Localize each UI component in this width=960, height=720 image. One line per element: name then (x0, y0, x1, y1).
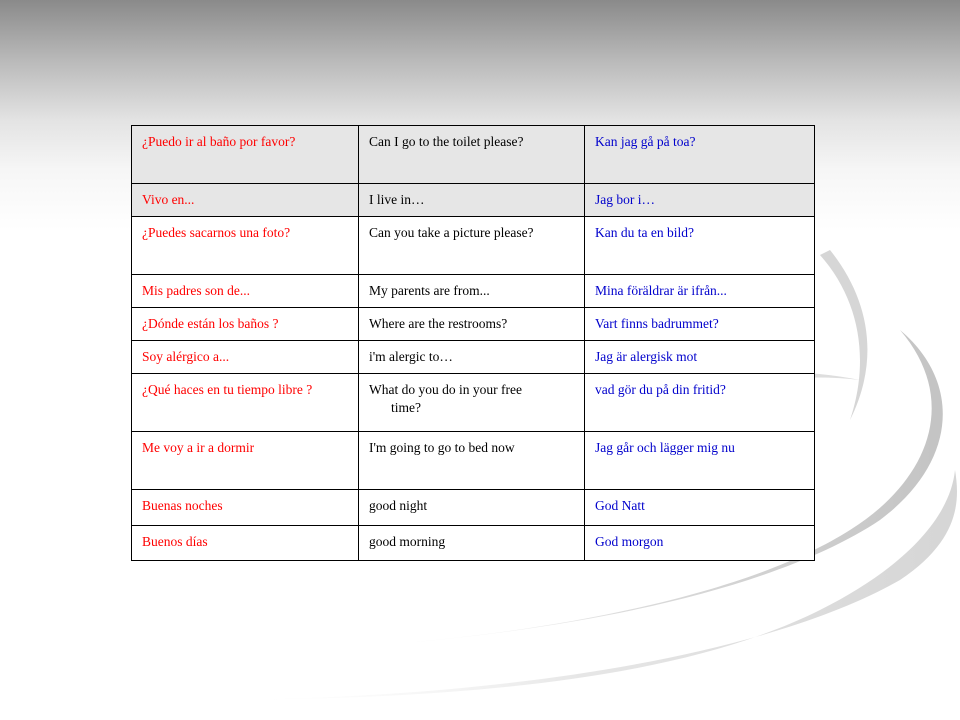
table-row (132, 490, 815, 526)
spanish-cell: Buenos días (132, 526, 359, 561)
spanish-cell: Buenas noches (132, 490, 359, 526)
english-cell: Can you take a picture please? (359, 217, 585, 275)
spanish-cell: Vivo en... (132, 184, 359, 217)
swedish-cell: Jag är alergisk mot (585, 341, 815, 374)
english-cell: Can I go to the toilet please? (359, 126, 585, 184)
table-row (132, 184, 815, 217)
swedish-cell: God morgon (585, 526, 815, 561)
table-row (132, 275, 815, 308)
swedish-cell: Mina föräldrar är ifrån... (585, 275, 815, 308)
english-cell: good morning (359, 526, 585, 561)
swedish-cell: Jag går och lägger mig nu (585, 432, 815, 490)
spanish-cell: Mis padres son de... (132, 275, 359, 308)
spanish-cell: Me voy a ir a dormir (132, 432, 359, 490)
table-row (132, 526, 815, 561)
swedish-cell: Kan jag gå på toa? (585, 126, 815, 184)
swedish-cell: God Natt (585, 490, 815, 526)
english-line-2: time? (391, 400, 421, 415)
english-cell: I'm going to go to bed now (359, 432, 585, 490)
phrase-translation-table (131, 125, 815, 561)
spanish-cell: ¿Dónde están los baños ? (132, 308, 359, 341)
table-row (132, 217, 815, 275)
spanish-cell: ¿Puedo ir al baño por favor? (132, 126, 359, 184)
table-row (132, 126, 815, 184)
english-line-1: What do you do in your free (369, 382, 522, 397)
spanish-cell: Soy alérgico a... (132, 341, 359, 374)
english-cell: My parents are from... (359, 275, 585, 308)
table-row (132, 432, 815, 490)
english-cell: i'm alergic to… (359, 341, 585, 374)
swedish-cell: Kan du ta en bild? (585, 217, 815, 275)
table-row (132, 308, 815, 341)
spanish-cell: ¿Puedes sacarnos una foto? (132, 217, 359, 275)
swedish-cell: Jag bor i… (585, 184, 815, 217)
table-row (132, 374, 815, 432)
table-row (132, 341, 815, 374)
swedish-cell: vad gör du på din fritid? (585, 374, 815, 432)
english-cell: I live in… (359, 184, 585, 217)
english-cell: good night (359, 490, 585, 526)
spanish-cell: ¿Qué haces en tu tiempo libre ? (132, 374, 359, 432)
english-cell: Where are the restrooms? (359, 308, 585, 341)
swedish-cell: Vart finns badrummet? (585, 308, 815, 341)
english-cell (359, 374, 585, 432)
